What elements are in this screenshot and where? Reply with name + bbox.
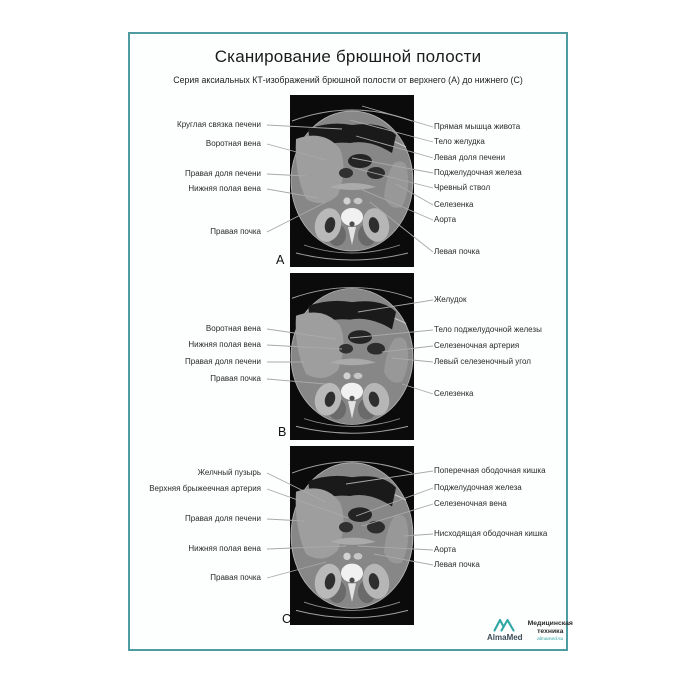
anatomy-label: Нижняя полая вена	[188, 544, 261, 553]
anatomy-label: Селезеночная вена	[434, 499, 507, 508]
panel-letter-a: A	[276, 253, 285, 267]
anatomy-label: Верхняя брыжеечная артерия	[149, 484, 261, 493]
brand-name: AlmaMed	[487, 633, 523, 642]
anatomy-label: Поджелудочная железа	[434, 483, 522, 492]
page-title: Сканирование брюшной полости	[214, 47, 482, 66]
anatomy-label: Селезеночная артерия	[434, 341, 520, 350]
anatomy-label: Воротная вена	[205, 324, 261, 333]
brand-site: almamed.su	[537, 637, 564, 642]
anatomy-label: Нижняя полая вена	[188, 340, 261, 349]
almamed-logo	[487, 618, 573, 644]
anatomy-label: Нижняя полая вена	[188, 184, 261, 193]
anatomy-label: Правая доля печени	[185, 169, 261, 178]
anatomy-label: Тело поджелудочной железы	[434, 325, 542, 334]
anatomy-label: Аорта	[434, 215, 457, 224]
anatomy-label: Прямая мышца живота	[434, 122, 521, 131]
anatomy-label: Поджелудочная железа	[434, 168, 522, 177]
almamed-logo-left	[487, 618, 523, 642]
anatomy-label: Левый селезеночный угол	[434, 357, 531, 366]
panel-letter-b: B	[278, 425, 287, 439]
anatomy-label: Правая почка	[210, 227, 261, 236]
almamed-logo-icon	[493, 618, 517, 632]
anatomy-label: Правая почка	[210, 573, 261, 582]
ct-scan-a	[290, 95, 414, 267]
anatomy-label: Желчный пузырь	[197, 468, 261, 477]
poster	[128, 32, 573, 651]
panel-letter-c: C	[282, 612, 292, 626]
anatomy-label: Правая доля печени	[185, 357, 261, 366]
almamed-logo-right	[528, 618, 573, 644]
anatomy-label: Желудок	[434, 295, 467, 304]
anatomy-label: Селезенка	[434, 200, 474, 209]
anatomy-label: Чревный ствол	[434, 183, 491, 192]
ct-scan-b	[290, 273, 414, 440]
anatomy-label: Поперечная ободочная кишка	[434, 466, 546, 475]
anatomy-label: Нисходящая ободочная кишка	[434, 529, 548, 538]
page-subtitle: Серия аксиальных КТ-изображений брюшной полости от верхнего (А) до нижнего (С)	[173, 75, 523, 85]
anatomy-label: Воротная вена	[205, 139, 261, 148]
anatomy-label: Левая доля печени	[434, 153, 506, 162]
anatomy-label: Правая почка	[210, 374, 261, 383]
anatomy-label: Аорта	[434, 545, 457, 554]
anatomy-label: Круглая связка печени	[177, 120, 261, 129]
brand-tagline-line1: Медицинская	[527, 620, 573, 627]
anatomy-label: Левая почка	[434, 247, 480, 256]
anatomy-label: Левая почка	[434, 560, 480, 569]
ct-scan-c	[290, 446, 414, 625]
brand-tagline-line2: техника	[537, 627, 564, 635]
anatomy-label: Селезенка	[434, 389, 474, 398]
anatomy-label: Тело желудка	[434, 137, 485, 146]
anatomy-label: Правая доля печени	[185, 514, 261, 523]
